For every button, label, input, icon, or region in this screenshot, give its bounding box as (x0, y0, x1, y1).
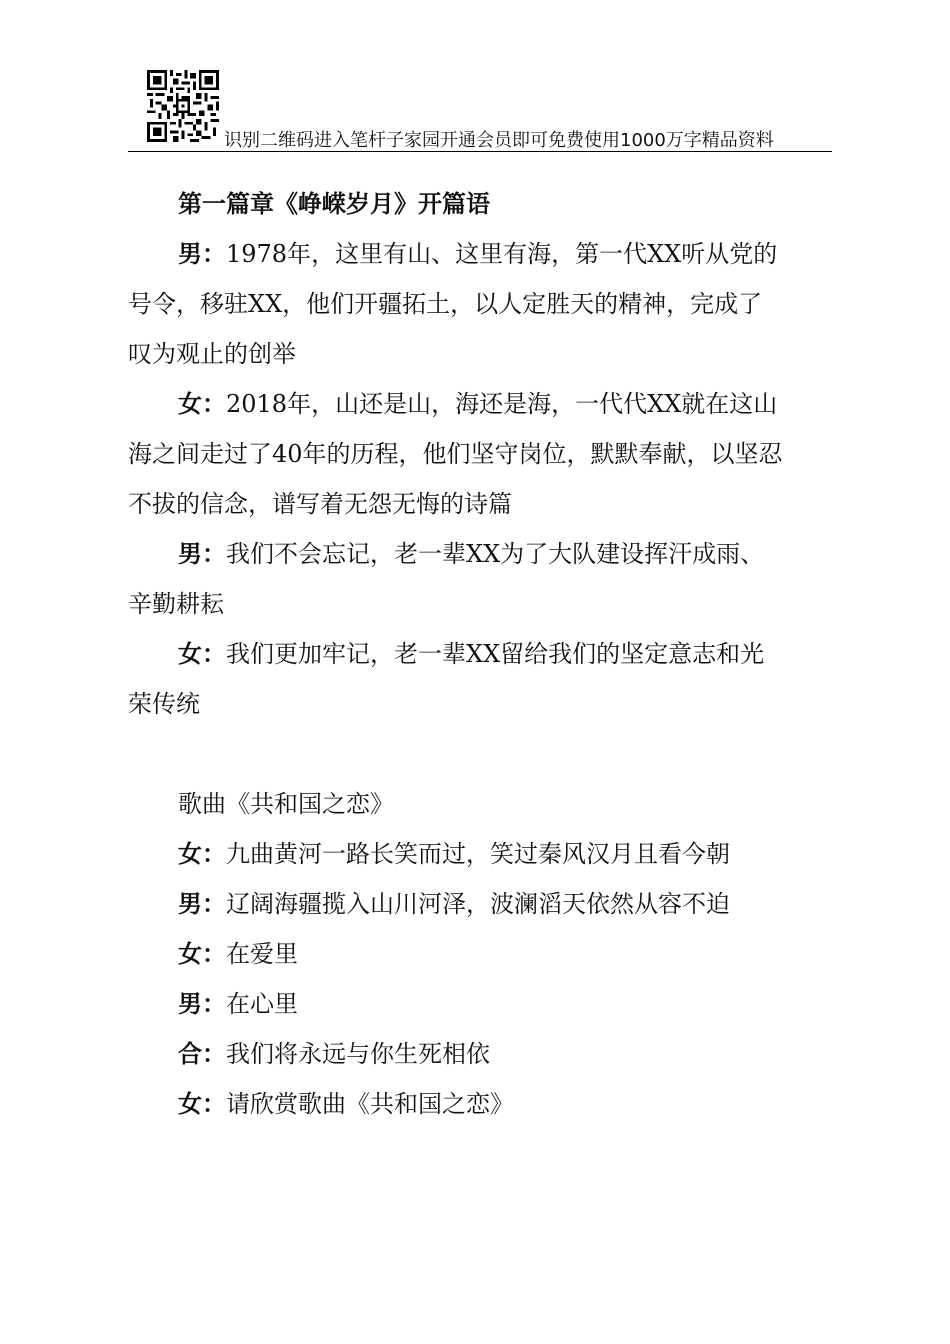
header-promo-text: 识别二维码进入笔杆子家园开通会员即可免费使用1000万字精品资料 (224, 130, 774, 151)
paragraph-first-line: 女：2018年，山还是山，海还是海，一代代XX就在这山 (178, 390, 778, 418)
paragraph-line: 叹为观止的创举 (128, 340, 296, 368)
paragraph-first-line: 男：1978年，这里有山、这里有海，第一代XX听从党的 (178, 240, 778, 268)
song-line: 女：在爱里 (178, 940, 298, 968)
song-line: 合：我们将永远与你生死相依 (178, 1040, 490, 1068)
header-divider (128, 151, 832, 152)
section-title: 第一篇章《峥嵘岁月》开篇语 (178, 190, 490, 218)
paragraph-line: 不拔的信念，谱写着无怨无悔的诗篇 (128, 490, 512, 518)
paragraph-line: 海之间走过了40年的历程，他们坚守岗位，默默奉献，以坚忍 (128, 440, 783, 468)
paragraph-first-line: 女：我们更加牢记，老一辈XX留给我们的坚定意志和光 (178, 640, 765, 668)
song-line: 女：九曲黄河一路长笑而过，笑过秦风汉月且看今朝 (178, 840, 730, 868)
paragraph-line: 辛勤耕耘 (128, 590, 224, 618)
song-line: 男：辽阔海疆揽入山川河泽，波澜滔天依然从容不迫 (178, 890, 730, 918)
song-line: 女：请欣赏歌曲《共和国之恋》 (178, 1090, 514, 1118)
page-header (128, 66, 832, 154)
song-line: 男：在心里 (178, 990, 298, 1018)
paragraph-line: 荣传统 (128, 690, 200, 718)
paragraph-line: 号令，移驻XX，他们开疆拓土，以人定胜天的精神，完成了 (128, 290, 763, 318)
song-title: 歌曲《共和国之恋》 (178, 790, 394, 818)
qr-code-icon[interactable] (147, 70, 219, 142)
paragraph-first-line: 男：我们不会忘记，老一辈XX为了大队建设挥汗成雨、 (178, 540, 765, 568)
